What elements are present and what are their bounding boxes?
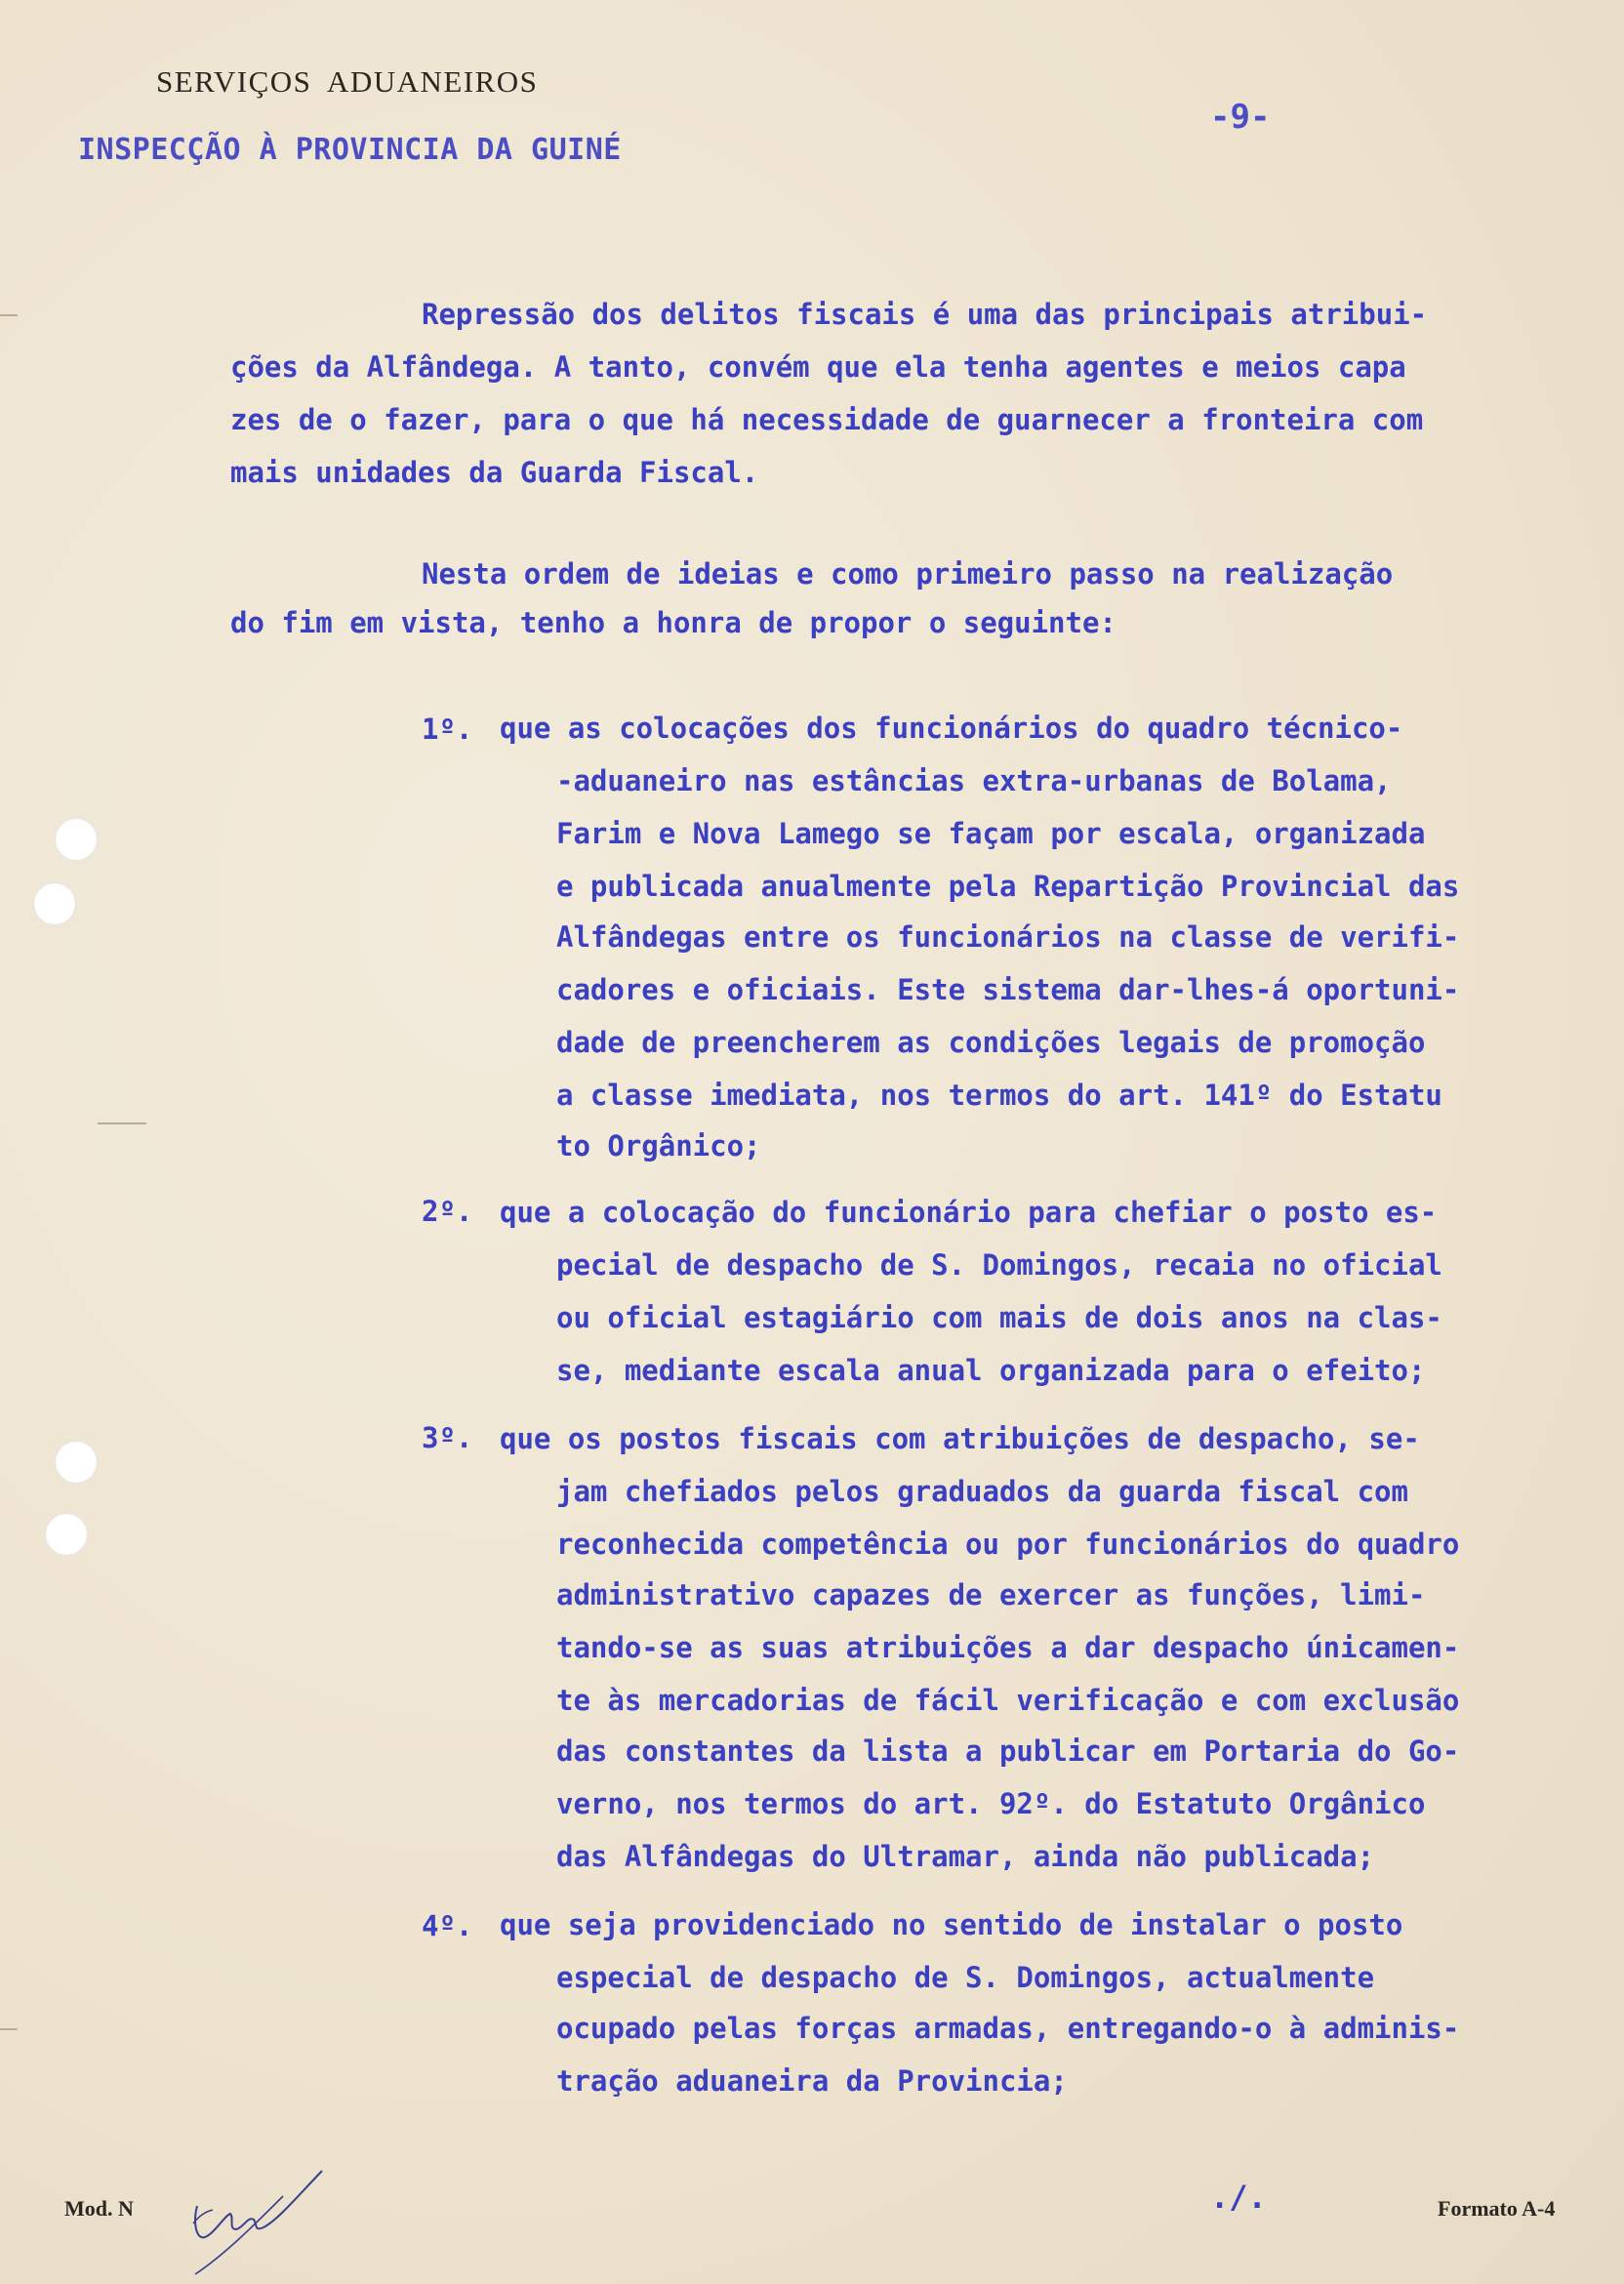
item-line: que as colocações dos funcionários do quadro técnico- — [500, 712, 1403, 745]
item-line: ocupado pelas forças armadas, entregando-o à adminis- — [556, 2012, 1460, 2045]
item-number: 1º. — [422, 713, 473, 746]
item-line: que os postos fiscais com atribuições de despacho, se- — [500, 1422, 1420, 1455]
paragraph-line: mais unidades da Guarda Fiscal. — [230, 456, 759, 489]
header-org-name: SERVIÇOS ADUANEIROS — [156, 64, 539, 99]
item-line: -aduaneiro nas estâncias extra-urbanas de Bolama, — [556, 764, 1392, 797]
item-line: ou oficial estagiário com mais de dois anos na clas- — [556, 1301, 1442, 1334]
paragraph-line: Repressão dos delitos fiscais é uma das principais atribui- — [422, 298, 1428, 331]
item-line: das constantes da lista a publicar em Portaria do Go- — [556, 1734, 1460, 1768]
item-line: dade de preencherem as condições legais de promoção — [556, 1026, 1426, 1059]
item-line: que a colocação do funcionário para chefiar o posto es- — [500, 1196, 1438, 1229]
item-line: tração aduaneira da Provincia; — [556, 2064, 1068, 2098]
paragraph-line: zes de o fazer, para o que há necessidade de guarnecer a fronteira com — [230, 403, 1424, 436]
item-line: que seja providenciado no sentido de instalar o posto — [500, 1908, 1403, 1941]
item-number: 4º. — [422, 1909, 473, 1942]
item-line: Alfândegas entre os funcionários na classe de verifi- — [556, 920, 1460, 954]
item-line: especial de despacho de S. Domingos, actualmente — [556, 1961, 1375, 1994]
edge-mark — [0, 2028, 18, 2030]
header-subtitle: INSPECÇÃO À PROVINCIA DA GUINÉ — [78, 133, 622, 167]
item-line: te às mercadorias de fácil verificação e com exclusão — [556, 1684, 1460, 1717]
paragraph-line: ções da Alfândega. A tanto, convém que ela tenha agentes e meios capa — [230, 350, 1406, 384]
signature-icon — [185, 2147, 342, 2284]
item-line: to Orgânico; — [556, 1129, 761, 1162]
punch-hole-top-2 — [33, 882, 76, 925]
item-line: cadores e oficiais. Este sistema dar-lhes-á oportuni- — [556, 973, 1460, 1006]
item-number: 3º. — [422, 1421, 473, 1454]
item-line: a classe imediata, nos termos do art. 141º do Estatu — [556, 1079, 1442, 1112]
footer-format: Formato A-4 — [1438, 2196, 1556, 2221]
punch-hole-top-1 — [55, 818, 98, 861]
item-line: jam chefiados pelos graduados da guarda fiscal com — [556, 1475, 1408, 1508]
paragraph-line: Nesta ordem de ideias e como primeiro passo na realização — [422, 557, 1394, 591]
item-line: verno, nos termos do art. 92º. do Estatuto Orgânico — [556, 1787, 1426, 1820]
item-line: e publicada anualmente pela Repartição Provincial das — [556, 870, 1460, 903]
item-number: 2º. — [422, 1195, 473, 1228]
paragraph-line: do fim em vista, tenho a honra de propor o seguinte: — [230, 606, 1116, 639]
item-line: tando-se as suas atribuições a dar despacho únicamen- — [556, 1631, 1460, 1664]
item-line: administrativo capazes de exercer as funções, limi- — [556, 1578, 1426, 1611]
footer-model: Mod. N — [64, 2196, 134, 2221]
punch-hole-bottom-1 — [55, 1441, 98, 1484]
page-number: -9- — [1210, 98, 1271, 137]
edge-mark — [98, 1122, 146, 1124]
item-line: pecial de despacho de S. Domingos, recaia no oficial — [556, 1248, 1442, 1282]
edge-mark — [0, 314, 18, 316]
item-line: reconhecida competência ou por funcionários do quadro — [556, 1528, 1460, 1561]
continuation-mark: ./. — [1210, 2179, 1267, 2216]
item-line: Farim e Nova Lamego se façam por escala, organizada — [556, 817, 1426, 850]
item-line: se, mediante escala anual organizada para o efeito; — [556, 1354, 1426, 1387]
punch-hole-bottom-2 — [45, 1513, 88, 1556]
item-line: das Alfândegas do Ultramar, ainda não publicada; — [556, 1840, 1375, 1873]
